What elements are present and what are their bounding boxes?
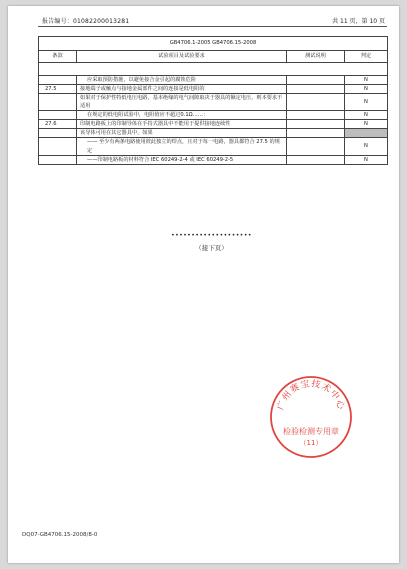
end-of-page-marker: •••••••••••••••••••• bbox=[171, 232, 252, 239]
requirement-cell: 应采取预防措施，以避免接合金引起的腐蚀危险 bbox=[77, 76, 287, 85]
header-row bbox=[39, 51, 388, 63]
test-results-table bbox=[38, 36, 388, 165]
requirement-cell: 印制电路板上的印制导体在手持式器具中不能用于提供接地连续性 bbox=[77, 120, 287, 129]
verdict-cell: N bbox=[345, 120, 388, 129]
verdict-cell: N bbox=[345, 85, 388, 94]
spacer-cell bbox=[39, 63, 388, 76]
col-header-note: 测试说明 bbox=[287, 51, 345, 63]
table-row bbox=[39, 120, 388, 129]
verdict-cell: N bbox=[345, 111, 388, 120]
note-cell bbox=[287, 155, 345, 164]
requirement-cell: 在规定的低电阻试验中，电阻值应不超过0.1Ω……： bbox=[77, 111, 287, 120]
header-divider bbox=[38, 26, 387, 27]
verdict-cell: N bbox=[345, 138, 388, 155]
col-header-clause: 条款 bbox=[39, 51, 77, 63]
verdict-cell: N bbox=[345, 94, 388, 111]
clause-cell bbox=[39, 76, 77, 85]
table-row bbox=[39, 94, 388, 111]
standard-label: GB4706.1-2005 GB4706.15-2008 bbox=[39, 37, 388, 51]
note-cell bbox=[287, 76, 345, 85]
clause-cell bbox=[39, 129, 77, 138]
note-cell bbox=[287, 138, 345, 155]
seal-code: （11） bbox=[299, 439, 323, 447]
table-row bbox=[39, 138, 388, 155]
table-row bbox=[39, 76, 388, 85]
continued-note: （接下页） bbox=[195, 244, 228, 252]
col-header-item: 试验项目及试验要求 bbox=[77, 51, 287, 63]
note-cell bbox=[287, 111, 345, 120]
clause-cell bbox=[39, 94, 77, 111]
table-row bbox=[39, 129, 388, 138]
report-number: 报告编号：01082200013281 bbox=[42, 18, 130, 25]
spacer-row bbox=[39, 63, 388, 76]
requirement-cell: —— 至少有两条电路使用彼此独立的焊点，且对于每一电路，器具都符合 27.5 的规定 bbox=[77, 138, 287, 155]
verdict-cell: N bbox=[345, 76, 388, 85]
note-cell bbox=[287, 85, 345, 94]
table-row bbox=[39, 155, 388, 164]
note-cell bbox=[287, 120, 345, 129]
clause-cell bbox=[39, 155, 77, 164]
requirement-cell: ——印制电路板的材料符合 IEC 60249-2-4 或 IEC 60249-2-5 bbox=[77, 155, 287, 164]
col-header-verdict: 判定 bbox=[345, 51, 388, 63]
table-row bbox=[39, 111, 388, 120]
verdict-cell: N bbox=[345, 155, 388, 164]
svg-text:广州赛宝技术中心 bbox=[274, 377, 347, 411]
requirement-cell: 接地端子或触点与接地金属部件之间的连接是低电阻的 bbox=[77, 85, 287, 94]
note-cell bbox=[287, 94, 345, 111]
requirement-cell: 该导体可用在其它器具中，如果 bbox=[77, 129, 287, 138]
inspection-seal bbox=[266, 372, 356, 462]
clause-cell bbox=[39, 138, 77, 155]
document-code: DQ07-GB4706.15-2008/8-0 bbox=[22, 532, 98, 538]
clause-cell bbox=[39, 111, 77, 120]
standard-row bbox=[39, 37, 388, 51]
table-row bbox=[39, 85, 388, 94]
clause-cell: 27.5 bbox=[39, 85, 77, 94]
report-page bbox=[8, 6, 399, 563]
verdict-cell bbox=[345, 129, 388, 138]
page-info: 共 11 页，第 10 页 bbox=[332, 18, 385, 25]
clause-cell: 27.6 bbox=[39, 120, 77, 129]
seal-title: 检验检测专用章 bbox=[283, 427, 339, 436]
seal-org-text: 广州赛宝技术中心 bbox=[276, 379, 346, 412]
note-cell bbox=[287, 129, 345, 138]
requirement-cell: 如果对于保护性特低电压电路，基本绝缘的电气间隙取决于器具的额定电压，则本要求不适用 bbox=[77, 94, 287, 111]
